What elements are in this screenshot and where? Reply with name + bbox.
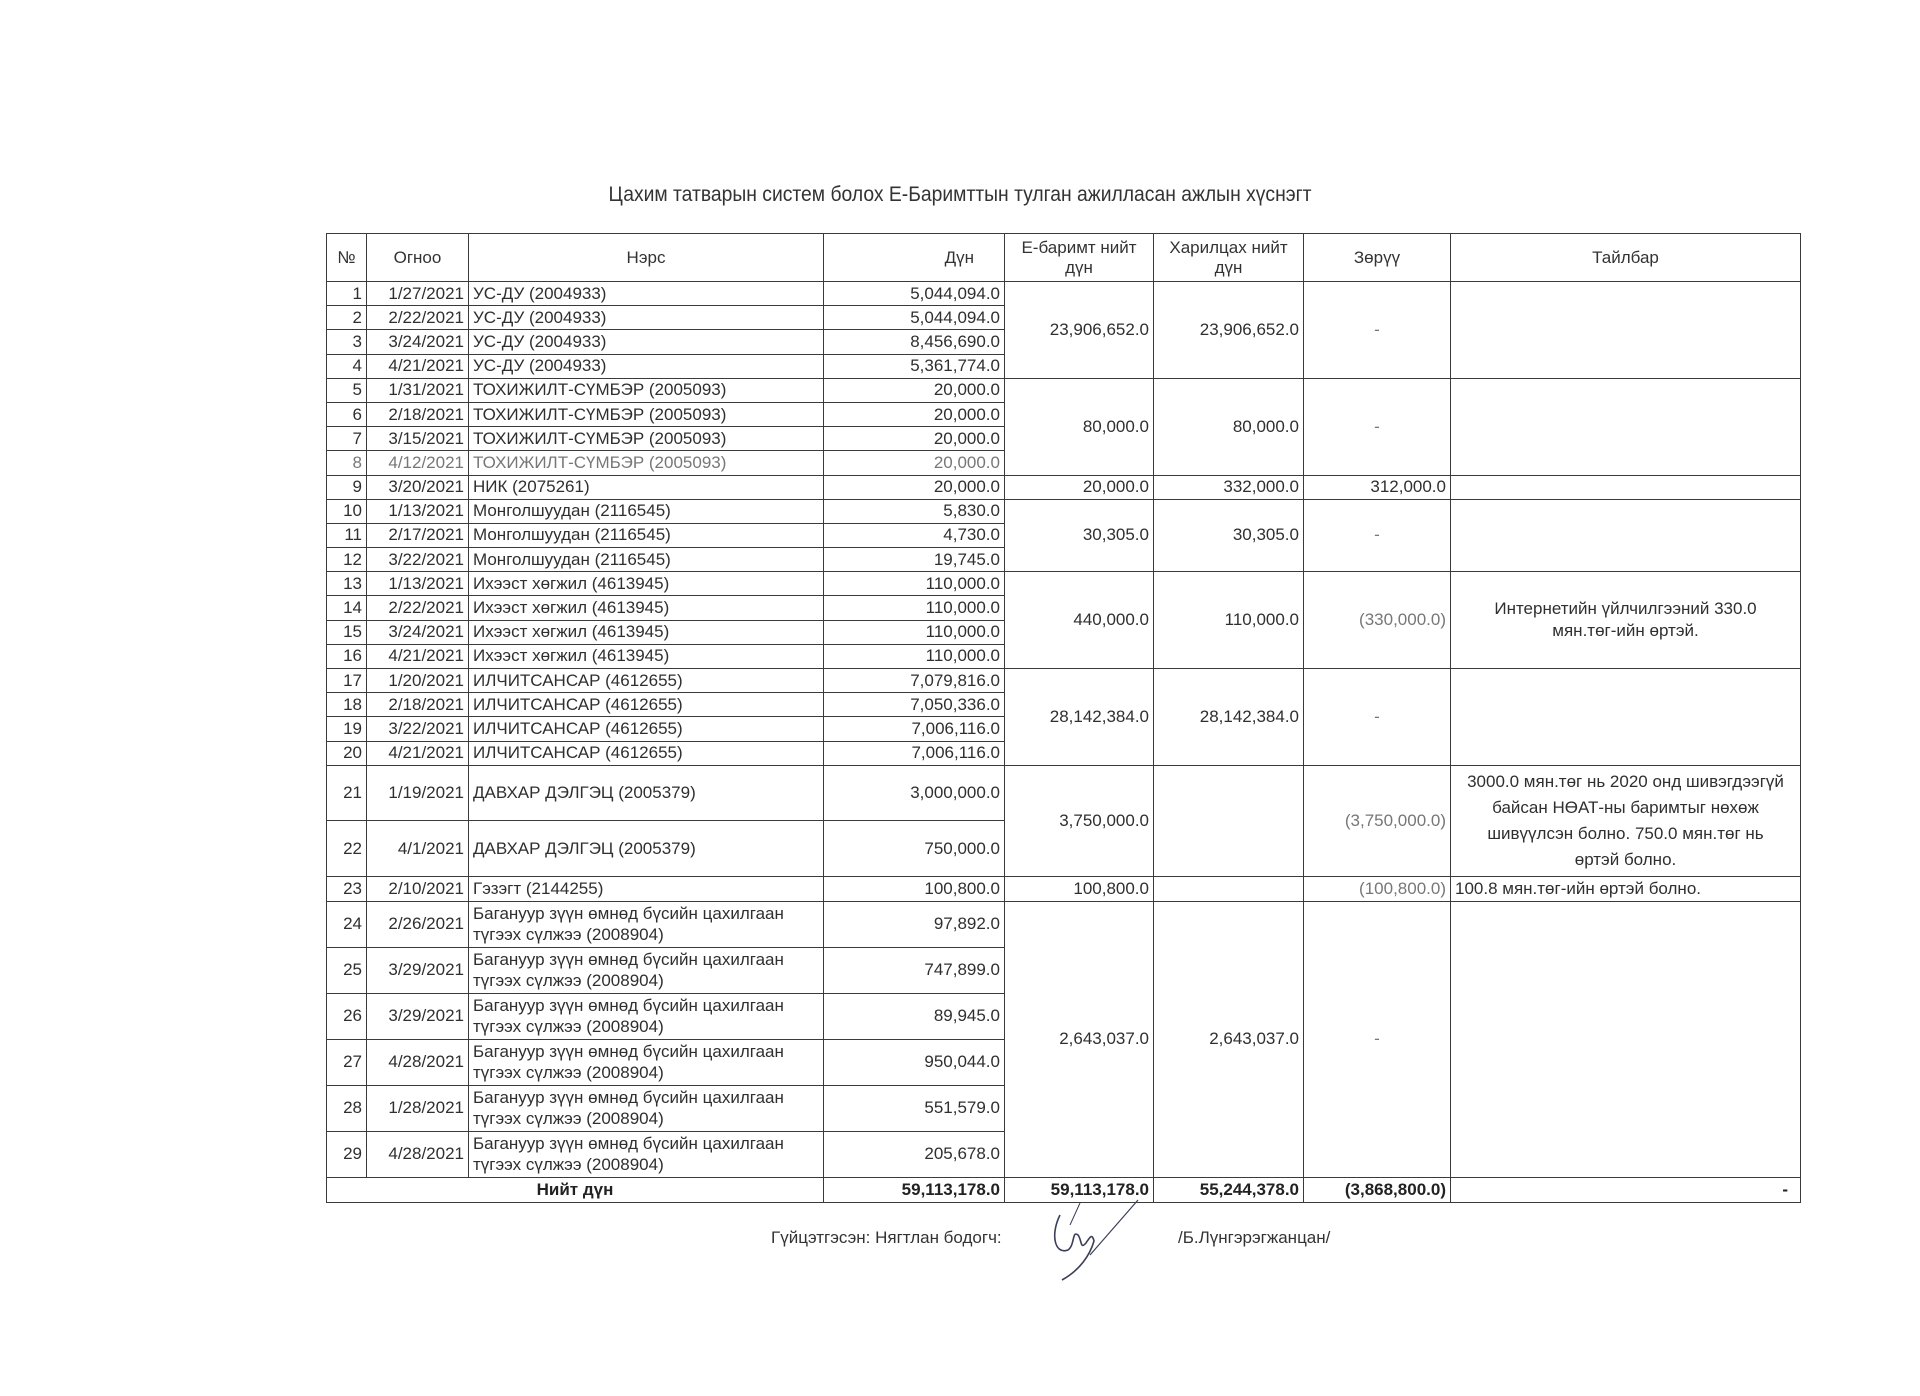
row-amount: 97,892.0 — [824, 901, 1005, 947]
row-no: 7 — [327, 427, 367, 451]
row-date: 3/29/2021 — [367, 993, 469, 1039]
group-note: Интернетийн үйлчилгээний 330.0 мян.төг-ийн өртэй. — [1451, 572, 1801, 669]
row-date: 2/18/2021 — [367, 402, 469, 426]
row-amount: 8,456,690.0 — [824, 330, 1005, 354]
row-no: 11 — [327, 523, 367, 547]
row-date: 3/15/2021 — [367, 427, 469, 451]
group-ebarimt-total: 80,000.0 — [1005, 378, 1154, 475]
header-partner-total: Харилцах нийт дүн — [1154, 234, 1304, 282]
row-name: Ихээст хөгжил (4613945) — [469, 572, 824, 596]
row-date: 3/22/2021 — [367, 717, 469, 741]
row-date: 4/21/2021 — [367, 741, 469, 765]
group-partner-total — [1154, 876, 1304, 901]
total-partner: 55,244,378.0 — [1154, 1177, 1304, 1202]
row-no: 23 — [327, 876, 367, 901]
row-name: ИЛЧИТСАНСАР (4612655) — [469, 717, 824, 741]
group-partner-total: 30,305.0 — [1154, 499, 1304, 572]
row-date: 1/13/2021 — [367, 572, 469, 596]
group-ebarimt-total: 28,142,384.0 — [1005, 669, 1154, 766]
document-title: Цахим татварын систем болох Е-Баримттын тулган ажилласан ажлын хүснэгт — [608, 183, 1312, 206]
group-note — [1451, 378, 1801, 475]
row-name: УС-ДУ (2004933) — [469, 354, 824, 378]
group-note — [1451, 499, 1801, 572]
row-amount: 747,899.0 — [824, 947, 1005, 993]
table-row — [327, 901, 1801, 947]
row-amount: 750,000.0 — [824, 821, 1005, 877]
row-no: 1 — [327, 282, 367, 306]
row-amount: 20,000.0 — [824, 402, 1005, 426]
row-amount: 20,000.0 — [824, 475, 1005, 499]
row-date: 4/21/2021 — [367, 354, 469, 378]
header-no: № — [327, 234, 367, 282]
group-partner-total: 332,000.0 — [1154, 475, 1304, 499]
row-date: 2/17/2021 — [367, 523, 469, 547]
reconciliation-table — [326, 233, 1801, 1203]
row-no: 16 — [327, 644, 367, 668]
row-amount: 20,000.0 — [824, 378, 1005, 402]
row-name: Багануур зүүн өмнөд бүсийн цахилгаан түгээх сүлжээ (2008904) — [469, 1131, 824, 1177]
row-date: 1/19/2021 — [367, 765, 469, 821]
row-name: Гэзэгт (2144255) — [469, 876, 824, 901]
row-date: 3/20/2021 — [367, 475, 469, 499]
group-note — [1451, 475, 1801, 499]
table-row — [327, 572, 1801, 596]
row-no: 14 — [327, 596, 367, 620]
row-no: 10 — [327, 499, 367, 523]
row-date: 1/27/2021 — [367, 282, 469, 306]
row-amount: 7,079,816.0 — [824, 669, 1005, 693]
group-difference: - — [1304, 499, 1451, 572]
table-row — [327, 876, 1801, 901]
group-partner-total: 28,142,384.0 — [1154, 669, 1304, 766]
row-amount: 7,006,116.0 — [824, 741, 1005, 765]
row-no: 12 — [327, 548, 367, 572]
row-date: 2/18/2021 — [367, 693, 469, 717]
row-name: ДАВХАР ДЭЛГЭЦ (2005379) — [469, 765, 824, 821]
row-no: 25 — [327, 947, 367, 993]
row-no: 26 — [327, 993, 367, 1039]
row-name: Багануур зүүн өмнөд бүсийн цахилгаан түгээх сүлжээ (2008904) — [469, 1085, 824, 1131]
row-name: ТОХИЖИЛТ-СҮМБЭР (2005093) — [469, 402, 824, 426]
row-amount: 100,800.0 — [824, 876, 1005, 901]
group-ebarimt-total: 30,305.0 — [1005, 499, 1154, 572]
total-ebarimt: 59,113,178.0 — [1005, 1177, 1154, 1202]
row-date: 2/22/2021 — [367, 596, 469, 620]
row-amount: 5,044,094.0 — [824, 282, 1005, 306]
signatory-name: /Б.Лүнгэрэгжанцан/ — [1178, 1228, 1331, 1247]
row-date: 2/22/2021 — [367, 306, 469, 330]
row-no: 18 — [327, 693, 367, 717]
row-date: 1/28/2021 — [367, 1085, 469, 1131]
header-row — [327, 234, 1801, 282]
row-no: 24 — [327, 901, 367, 947]
row-amount: 110,000.0 — [824, 644, 1005, 668]
row-no: 6 — [327, 402, 367, 426]
table-row — [327, 378, 1801, 402]
row-date: 2/26/2021 — [367, 901, 469, 947]
row-name: ДАВХАР ДЭЛГЭЦ (2005379) — [469, 821, 824, 877]
row-date: 4/28/2021 — [367, 1131, 469, 1177]
signature-label: Гүйцэтгэсэн: Нягтлан бодогч: — [771, 1228, 1002, 1247]
group-difference: (100,800.0) — [1304, 876, 1451, 901]
group-note — [1451, 669, 1801, 766]
row-date: 1/13/2021 — [367, 499, 469, 523]
row-no: 21 — [327, 765, 367, 821]
group-difference: - — [1304, 282, 1451, 379]
row-date: 1/20/2021 — [367, 669, 469, 693]
row-amount: 205,678.0 — [824, 1131, 1005, 1177]
row-name: УС-ДУ (2004933) — [469, 330, 824, 354]
header-name: Нэрс — [469, 234, 824, 282]
row-name: ТОХИЖИЛТ-СҮМБЭР (2005093) — [469, 451, 824, 475]
row-date: 4/28/2021 — [367, 1039, 469, 1085]
group-note: 100.8 мян.төг-ийн өртэй болно. — [1451, 876, 1801, 901]
group-note — [1451, 901, 1801, 1177]
group-ebarimt-total: 23,906,652.0 — [1005, 282, 1154, 379]
row-name: Багануур зүүн өмнөд бүсийн цахилгаан түгээх сүлжээ (2008904) — [469, 993, 824, 1039]
group-ebarimt-total: 440,000.0 — [1005, 572, 1154, 669]
header-date: Огноо — [367, 234, 469, 282]
row-date: 3/22/2021 — [367, 548, 469, 572]
total-label: Нийт дүн — [327, 1177, 824, 1202]
row-no: 13 — [327, 572, 367, 596]
group-partner-total — [1154, 765, 1304, 876]
row-name: Ихээст хөгжил (4613945) — [469, 644, 824, 668]
row-no: 9 — [327, 475, 367, 499]
table-row — [327, 669, 1801, 693]
row-amount: 5,361,774.0 — [824, 354, 1005, 378]
row-amount: 950,044.0 — [824, 1039, 1005, 1085]
row-name: ТОХИЖИЛТ-СҮМБЭР (2005093) — [469, 427, 824, 451]
header-difference: Зөрүү — [1304, 234, 1451, 282]
row-name: ТОХИЖИЛТ-СҮМБЭР (2005093) — [469, 378, 824, 402]
row-amount: 89,945.0 — [824, 993, 1005, 1039]
row-amount: 20,000.0 — [824, 451, 1005, 475]
row-no: 28 — [327, 1085, 367, 1131]
row-no: 5 — [327, 378, 367, 402]
row-no: 3 — [327, 330, 367, 354]
row-name: ИЛЧИТСАНСАР (4612655) — [469, 693, 824, 717]
row-no: 19 — [327, 717, 367, 741]
group-partner-total: 23,906,652.0 — [1154, 282, 1304, 379]
group-note — [1451, 282, 1801, 379]
group-note: 3000.0 мян.төг нь 2020 онд шивэгдээгүй байсан НӨАТ-ны баримтыг нөхөж шивүүлсэн болно. 750.0 мян.төг нь өртэй болно. — [1451, 765, 1801, 876]
row-name: УС-ДУ (2004933) — [469, 306, 824, 330]
group-difference: 312,000.0 — [1304, 475, 1451, 499]
row-name: НИК (2075261) — [469, 475, 824, 499]
row-date: 2/10/2021 — [367, 876, 469, 901]
group-ebarimt-total: 2,643,037.0 — [1005, 901, 1154, 1177]
header-amount: Дүн — [824, 234, 1005, 282]
row-no: 22 — [327, 821, 367, 877]
row-name: ИЛЧИТСАНСАР (4612655) — [469, 669, 824, 693]
row-no: 2 — [327, 306, 367, 330]
row-no: 17 — [327, 669, 367, 693]
table-row — [327, 475, 1801, 499]
row-name: Багануур зүүн өмнөд бүсийн цахилгаан түгээх сүлжээ (2008904) — [469, 947, 824, 993]
group-difference: - — [1304, 378, 1451, 475]
row-amount: 20,000.0 — [824, 427, 1005, 451]
row-no: 4 — [327, 354, 367, 378]
total-note: - — [1451, 1177, 1801, 1202]
row-no: 15 — [327, 620, 367, 644]
row-no: 29 — [327, 1131, 367, 1177]
group-difference: - — [1304, 901, 1451, 1177]
row-name: ИЛЧИТСАНСАР (4612655) — [469, 741, 824, 765]
row-date: 4/21/2021 — [367, 644, 469, 668]
row-date: 4/12/2021 — [367, 451, 469, 475]
group-difference: (3,750,000.0) — [1304, 765, 1451, 876]
group-difference: (330,000.0) — [1304, 572, 1451, 669]
group-difference: - — [1304, 669, 1451, 766]
table-row — [327, 282, 1801, 306]
row-name: Багануур зүүн өмнөд бүсийн цахилгаан түгээх сүлжээ (2008904) — [469, 901, 824, 947]
header-ebarimt-total: Е-баримт нийт дүн — [1005, 234, 1154, 282]
row-amount: 3,000,000.0 — [824, 765, 1005, 821]
row-amount: 551,579.0 — [824, 1085, 1005, 1131]
row-amount: 7,050,336.0 — [824, 693, 1005, 717]
table-row — [327, 765, 1801, 821]
row-date: 4/1/2021 — [367, 821, 469, 877]
row-no: 8 — [327, 451, 367, 475]
row-amount: 5,830.0 — [824, 499, 1005, 523]
total-difference: (3,868,800.0) — [1304, 1177, 1451, 1202]
group-ebarimt-total: 3,750,000.0 — [1005, 765, 1154, 876]
row-amount: 19,745.0 — [824, 548, 1005, 572]
table-row — [327, 499, 1801, 523]
group-ebarimt-total: 100,800.0 — [1005, 876, 1154, 901]
row-name: УС-ДУ (2004933) — [469, 282, 824, 306]
row-date: 1/31/2021 — [367, 378, 469, 402]
row-amount: 110,000.0 — [824, 572, 1005, 596]
row-amount: 110,000.0 — [824, 596, 1005, 620]
group-partner-total: 80,000.0 — [1154, 378, 1304, 475]
group-partner-total: 110,000.0 — [1154, 572, 1304, 669]
group-ebarimt-total: 20,000.0 — [1005, 475, 1154, 499]
group-partner-total: 2,643,037.0 — [1154, 901, 1304, 1177]
row-name: Ихээст хөгжил (4613945) — [469, 596, 824, 620]
row-amount: 4,730.0 — [824, 523, 1005, 547]
row-amount: 7,006,116.0 — [824, 717, 1005, 741]
handwritten-signature-icon — [1020, 1195, 1160, 1285]
row-name: Багануур зүүн өмнөд бүсийн цахилгаан түгээх сүлжээ (2008904) — [469, 1039, 824, 1085]
total-amount: 59,113,178.0 — [824, 1177, 1005, 1202]
row-name: Монголшуудан (2116545) — [469, 523, 824, 547]
row-name: Ихээст хөгжил (4613945) — [469, 620, 824, 644]
row-amount: 110,000.0 — [824, 620, 1005, 644]
row-no: 20 — [327, 741, 367, 765]
row-no: 27 — [327, 1039, 367, 1085]
row-date: 3/24/2021 — [367, 330, 469, 354]
row-date: 3/29/2021 — [367, 947, 469, 993]
row-name: Монголшуудан (2116545) — [469, 499, 824, 523]
row-name: Монголшуудан (2116545) — [469, 548, 824, 572]
row-date: 3/24/2021 — [367, 620, 469, 644]
header-note: Тайлбар — [1451, 234, 1801, 282]
row-amount: 5,044,094.0 — [824, 306, 1005, 330]
